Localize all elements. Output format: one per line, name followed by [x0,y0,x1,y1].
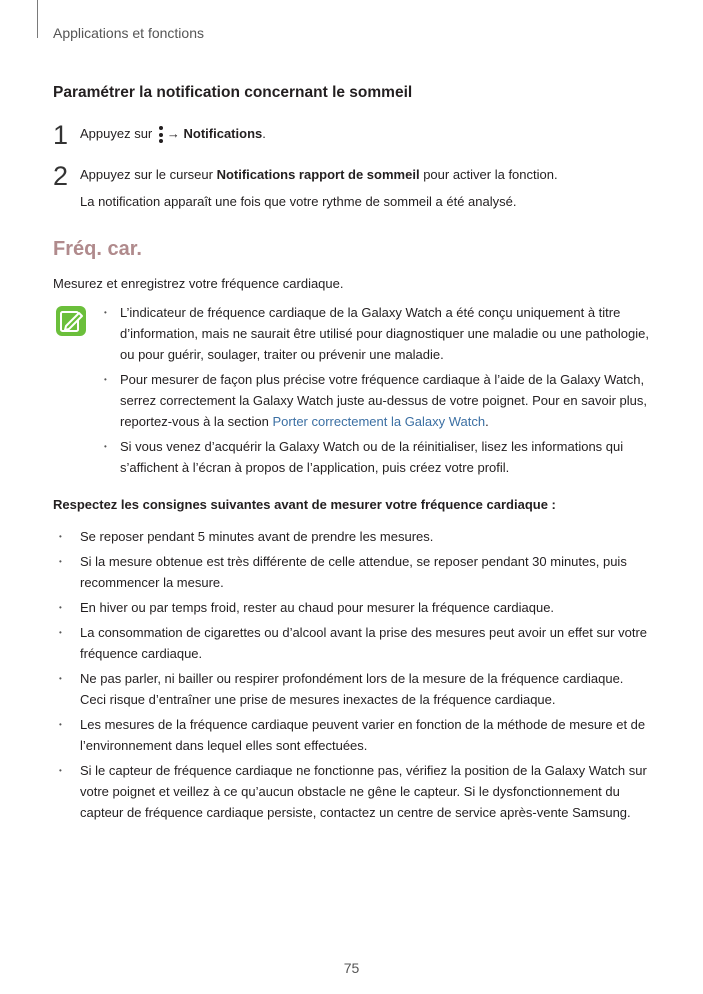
step-number: 2 [53,161,69,191]
list-item: • Si le capteur de fréquence cardiaque ne fonctionne pas, vérifiez la position de la Galaxy Watch sur votre poignet et veillez à ce qu’aucun obstacle ne gêne le capteur. Si le dysfonctionnement du capteur de fréquence cardiaque persiste, contactez un centre de service après-vente Samsung. [53,760,653,823]
step-suffix: . [262,126,266,141]
consignes-title: Respectez les consignes suivantes avant de mesurer votre fréquence cardiaque : [53,497,556,512]
note-item: • Si vous venez d’acquérir la Galaxy Watch ou de la réinitialiser, lisez les informations qui s’affichent à l’écran à propos de l’application, puis créez votre profil. [104,436,660,478]
note-pencil-icon [55,305,87,337]
list-item: • Si la mesure obtenue est très différente de celle attendue, se reposer pendant 30 minutes, puis recommencer la mesure. [53,551,653,593]
list-item: • En hiver ou par temps froid, rester au chaud pour mesurer la fréquence cardiaque. [53,597,653,618]
step-prefix: Appuyez sur le curseur [80,167,213,182]
step-suffix: pour activer la fonction. [423,167,558,182]
step-bold: Notifications rapport de sommeil [216,167,420,182]
list-item: • La consommation de cigarettes ou d’alcool avant la prise des mesures peut avoir un effet sur votre fréquence cardiaque. [53,622,653,664]
header-rule [37,0,38,38]
step-note: La notification apparaît une fois que votre rythme de sommeil a été analysé. [80,194,517,209]
section-header: Applications et fonctions [53,25,204,41]
more-options-icon [159,126,164,143]
page-number: 75 [343,960,360,976]
section-title: Fréq. car. [53,238,142,260]
step-bold: Notifications [183,126,263,141]
note-item: • L’indicateur de fréquence cardiaque de la Galaxy Watch a été conçu uniquement à titre d’information, mais ne saurait être utilisé pour diagnostiquer une maladie ou une pathologie, ou pour guérir, soulager, traiter ou prévenir une maladie. [104,302,660,365]
list-item: • Les mesures de la fréquence cardiaque peuvent varier en fonction de la méthode de mesure et de l’environnement dans lequel elles sont effectuées. [53,714,653,756]
subsection-title: Paramétrer la notification concernant le sommeil [53,84,413,101]
step-text [80,167,558,182]
section-intro: Mesurez et enregistrez votre fréquence cardiaque. [53,276,344,291]
consignes-list [53,526,653,827]
step-arrow: → [166,126,180,141]
list-item: • Se reposer pendant 5 minutes avant de prendre les mesures. [53,526,653,547]
link-porter-galaxy-watch[interactable]: Porter correctement la Galaxy Watch [272,414,486,429]
list-item: • Ne pas parler, ni bailler ou respirer profondément lors de la mesure de la fréquence cardiaque. Ceci risque d’entraîner une prise de mesures inexactes de la fréquence cardiaque. [53,668,653,710]
step-number: 1 [53,120,69,150]
step-prefix: Appuyez sur [80,126,153,141]
note-item: • Pour mesurer de façon plus précise votre fréquence cardiaque à l’aide de la Galaxy Watch, serrez correctement la Galaxy Watch juste au-dessus de votre poignet. Pour en savoir plus, reportez-vous à la section Porter correctement la Galaxy Watch. [104,369,660,432]
notes-list [104,302,660,482]
step-text [80,126,266,143]
